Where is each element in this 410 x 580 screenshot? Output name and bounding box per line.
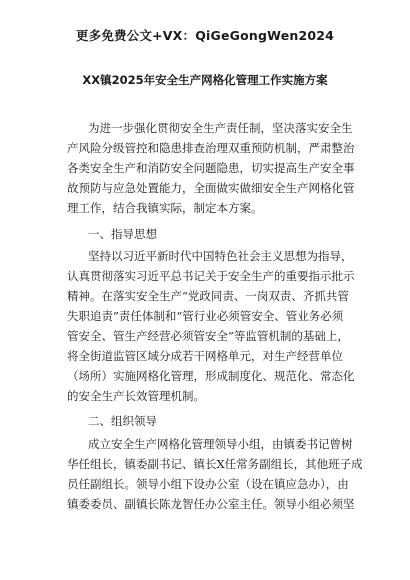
document-title: XX镇2025年安全生产网格化管理工作实施方案 (82, 73, 328, 87)
paragraph-line: 故预防与应急处置能力，全面做实做细安全生产网格化管 (67, 181, 355, 195)
paragraph-line: 的安全生产长效管理机制。 (67, 389, 205, 403)
paragraph-line: 管安全、管生产经营必须管安全”等监管机制的基础上， (67, 329, 349, 343)
paragraph-line: 理工作，结合我镇实际，制定本方案。 (67, 201, 263, 215)
paragraph-line: 镇委委员、副镇长陈龙智任办公室主任。领导小组必须坚 (67, 497, 355, 511)
paragraph-line: 华任组长，镇委副书记、镇长X任常务副组长，其他班子成 (67, 457, 363, 471)
paragraph-line: 失职追责”责任体制和“管行业必须管安全、管业务必须 (67, 309, 344, 323)
paragraph-line: 产风险分级管控和隐患排查治理双重预防机制，严肃整治 (67, 141, 355, 155)
paragraph-line: 坚持以习近平新时代中国特色社会主义思想为指导， (88, 249, 353, 263)
watermark-text: 更多免费公文+VX：QiGeGongWen2024 (75, 28, 335, 43)
paragraph-line: （场所）实施网格化管理，形成制度化、规范化、常态化 (67, 369, 355, 383)
paragraph-line: 精神。在落实安全生产“党政同责、一岗双责、齐抓共管 (67, 289, 349, 303)
paragraph-line: 成立安全生产网格化管理领导小组，由镇委书记曾树 (88, 437, 353, 451)
paragraph-line: 各类安全生产和消防安全问题隐患，切实提高生产安全事 (67, 161, 355, 175)
paragraph-line: 员任副组长。领导小组下设办公室（设在镇应急办），由 (67, 477, 349, 491)
section-heading-guiding-ideology: 一、指导思想 (88, 227, 157, 241)
paragraph-line: 将全街道监管区域分成若干网格单元，对生产经营单位 (67, 349, 343, 363)
paragraph-line: 认真贯彻落实习近平总书记关于安全生产的重要指示批示 (67, 269, 355, 283)
paragraph-line: 为进一步强化贯彻安全生产责任制，坚决落实安全生 (88, 121, 353, 135)
section-heading-organization: 二、组织领导 (88, 414, 157, 428)
